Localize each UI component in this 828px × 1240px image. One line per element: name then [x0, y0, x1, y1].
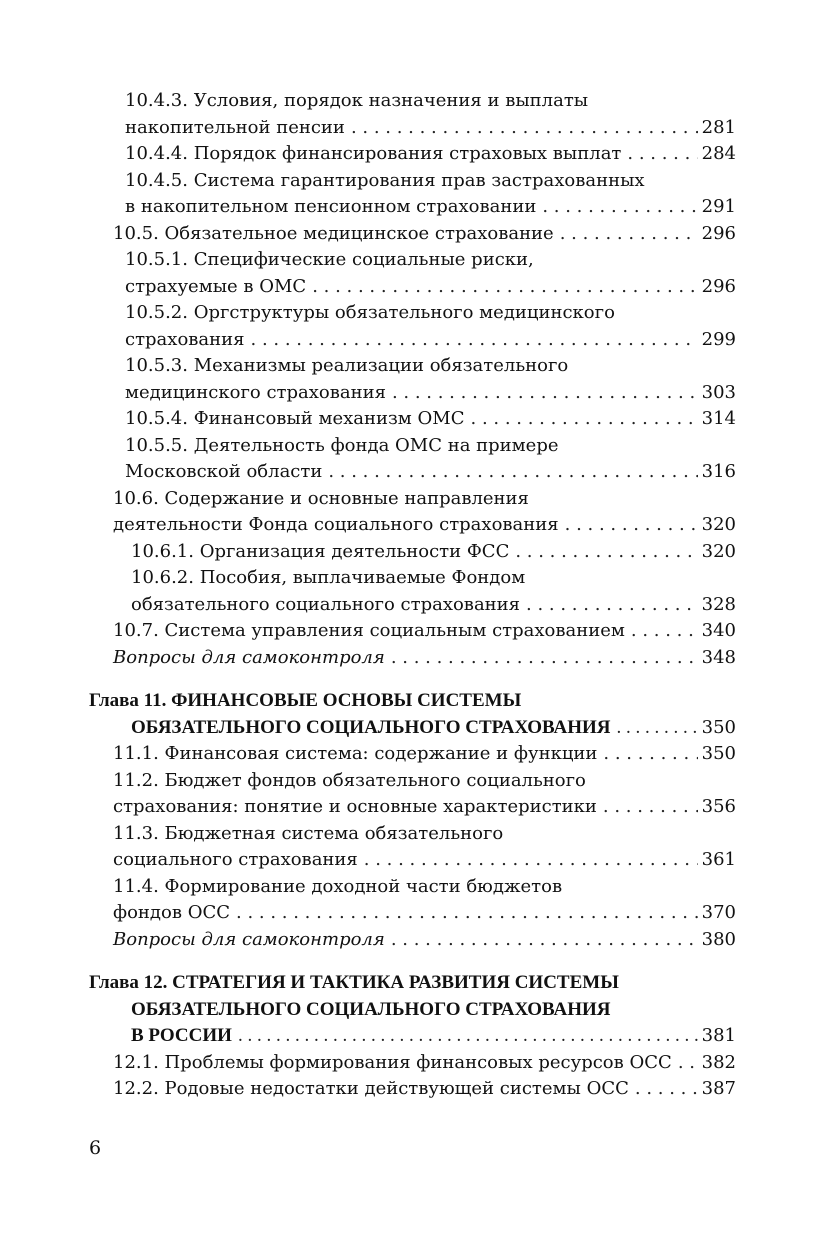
toc-page-number: 328: [701, 593, 736, 615]
toc-entry-title: 10.6.2. Пособия, выплачиваемые Фондом: [131, 567, 526, 588]
toc-entry-title: 10.6.1. Организация деятельности ФСС: [131, 540, 510, 562]
toc-entry: [0, 539, 736, 566]
toc-entry-title: 10.5.2. Оргструктуры обязательного медицинского: [125, 302, 615, 323]
toc-entry-title: Московской области: [125, 461, 323, 482]
toc-page-number: 291: [701, 196, 736, 217]
toc-entry: [0, 618, 736, 645]
toc-entry-title: в накопительном пенсионном страховании: [125, 196, 537, 217]
toc-page-number: 320: [701, 540, 736, 562]
toc-page-number: 299: [701, 328, 736, 350]
section-gap: [0, 953, 828, 970]
toc-entry-title: 10.5. Обязательное медицинское страхование: [113, 222, 554, 244]
leader-dots: [565, 512, 698, 539]
toc-page-number: 380: [701, 928, 736, 950]
leader-dots: [603, 794, 698, 821]
chapter-title: Глава 11. ФИНАНСОВЫЕ ОСНОВЫ СИСТЕМЫ: [89, 690, 522, 711]
toc-entry-title: 10.4.3. Условия, порядок назначения и выплаты: [125, 90, 589, 111]
toc-entry-title: 10.6. Содержание и основные направления: [113, 487, 529, 509]
leader-dots: [515, 539, 697, 566]
toc-entry: [0, 433, 736, 486]
toc-entry: [0, 221, 736, 248]
leader-dots: [312, 274, 697, 301]
toc-page-number: 348: [701, 646, 736, 668]
toc-chapter-heading: [0, 970, 736, 1050]
toc-page-number: 361: [701, 849, 736, 870]
toc-entry-title: Вопросы для самоконтроля: [113, 646, 385, 668]
toc-entry: [0, 300, 736, 353]
toc-entry-title: 11.1. Финансовая система: содержание и функции: [113, 743, 598, 764]
toc-entry: [0, 353, 736, 406]
leader-dots: [238, 1023, 698, 1050]
toc-page-number: 387: [701, 1078, 736, 1099]
leader-dots: [635, 1076, 698, 1103]
toc-entry: [0, 141, 736, 168]
toc-entry: [0, 406, 736, 433]
toc-entry-title: фондов ОСС: [113, 902, 230, 923]
toc-entry: [0, 821, 736, 874]
leader-dots: [560, 221, 698, 248]
toc-entry-title: медицинского страхования: [125, 381, 386, 403]
toc-page-number: 281: [701, 116, 736, 138]
toc-page-number: 296: [701, 222, 736, 244]
leader-dots: [627, 141, 697, 168]
toc-entry-title: обязательного социального страхования: [131, 593, 521, 615]
toc-page-number: 382: [701, 1051, 736, 1073]
toc-page-number: 316: [701, 461, 736, 482]
chapter-title: ОБЯЗАТЕЛЬНОГО СОЦИАЛЬНОГО СТРАХОВАНИЯ: [131, 998, 611, 1020]
leader-dots: [678, 1050, 698, 1077]
leader-dots: [542, 194, 697, 221]
leader-dots: [328, 459, 697, 486]
toc-entry-title: Вопросы для самоконтроля: [113, 928, 385, 950]
leader-dots: [526, 592, 698, 619]
toc-entry: [0, 247, 736, 300]
toc-entry: [0, 1076, 736, 1103]
toc-entry: [0, 741, 736, 768]
leader-dots: [391, 927, 698, 954]
leader-dots: [364, 847, 698, 874]
chapter-title: ОБЯЗАТЕЛЬНОГО СОЦИАЛЬНОГО СТРАХОВАНИЯ: [131, 716, 611, 738]
toc-entry-title: 10.7. Система управления социальным страхованием: [113, 620, 625, 641]
chapter-title: Глава 12. СТРАТЕГИЯ И ТАКТИКА РАЗВИТИЯ СИСТЕМЫ: [89, 972, 619, 993]
toc-page-number: 350: [701, 716, 736, 738]
toc-entry-title: 11.4. Формирование доходной части бюджетов: [113, 875, 563, 897]
toc-entry-title: страхования: понятие и основные характеристики: [113, 796, 597, 817]
leader-dots: [351, 115, 698, 142]
leader-dots: [236, 900, 698, 927]
toc-page-number: 350: [701, 743, 736, 764]
page-number: 6: [89, 1137, 102, 1159]
toc-entry-title: 10.5.4. Финансовый механизм ОМС: [125, 408, 465, 429]
toc-page-number: 314: [701, 408, 736, 429]
toc-page-number: 320: [701, 514, 736, 535]
toc-page-number: 303: [701, 381, 736, 403]
toc-entry-title: 10.4.4. Порядок финансирования страховых выплат: [125, 143, 622, 164]
section-gap: [0, 671, 828, 688]
leader-dots: [391, 645, 698, 672]
toc-page-number: 296: [701, 275, 736, 297]
toc-entry: [0, 874, 736, 927]
toc-entry-title: страхования: [125, 328, 245, 350]
leader-dots: [471, 406, 698, 433]
toc-entry: [0, 1050, 736, 1077]
toc-page-number: 340: [701, 620, 736, 641]
leader-dots: [392, 380, 698, 407]
toc-page-number: 381: [701, 1025, 736, 1046]
toc-entry: [0, 168, 736, 221]
toc-page-number: 356: [701, 796, 736, 817]
toc-page-number: 370: [701, 902, 736, 923]
toc-entry-title: 10.5.3. Механизмы реализации обязательного: [125, 355, 569, 376]
leader-dots: [251, 327, 698, 354]
toc-entry-title: социального страхования: [113, 849, 358, 870]
toc-entry-title: деятельности Фонда социального страхования: [113, 514, 559, 535]
toc-entry-questions: [0, 645, 736, 672]
table-of-contents: [0, 88, 828, 1103]
toc-entry-title: накопительной пенсии: [125, 116, 345, 138]
toc-entry: [0, 486, 736, 539]
toc-chapter-heading: [0, 688, 736, 741]
leader-dots: [617, 715, 698, 742]
toc-entry: [0, 565, 736, 618]
toc-entry-title: 11.3. Бюджетная система обязательного: [113, 822, 504, 844]
toc-entry-title: страхуемые в ОМС: [125, 275, 307, 297]
toc-entry-title: 10.5.1. Специфические социальные риски,: [125, 249, 534, 270]
toc-page-number: 284: [701, 143, 736, 164]
toc-entry-title: 12.2. Родовые недостатки действующей системы ОСС: [113, 1078, 629, 1099]
toc-entry: [0, 88, 736, 141]
leader-dots: [631, 618, 698, 645]
chapter-title: В РОССИИ: [131, 1025, 232, 1046]
toc-entry-questions: [0, 927, 736, 954]
toc-entry-title: 10.5.5. Деятельность фонда ОМС на примере: [125, 434, 559, 456]
toc-entry: [0, 768, 736, 821]
leader-dots: [603, 741, 697, 768]
toc-entry-title: 11.2. Бюджет фондов обязательного социального: [113, 769, 586, 791]
toc-entry-title: 12.1. Проблемы формирования финансовых ресурсов ОСС: [113, 1051, 672, 1073]
toc-entry-title: 10.4.5. Система гарантирования прав застрахованных: [125, 169, 645, 191]
